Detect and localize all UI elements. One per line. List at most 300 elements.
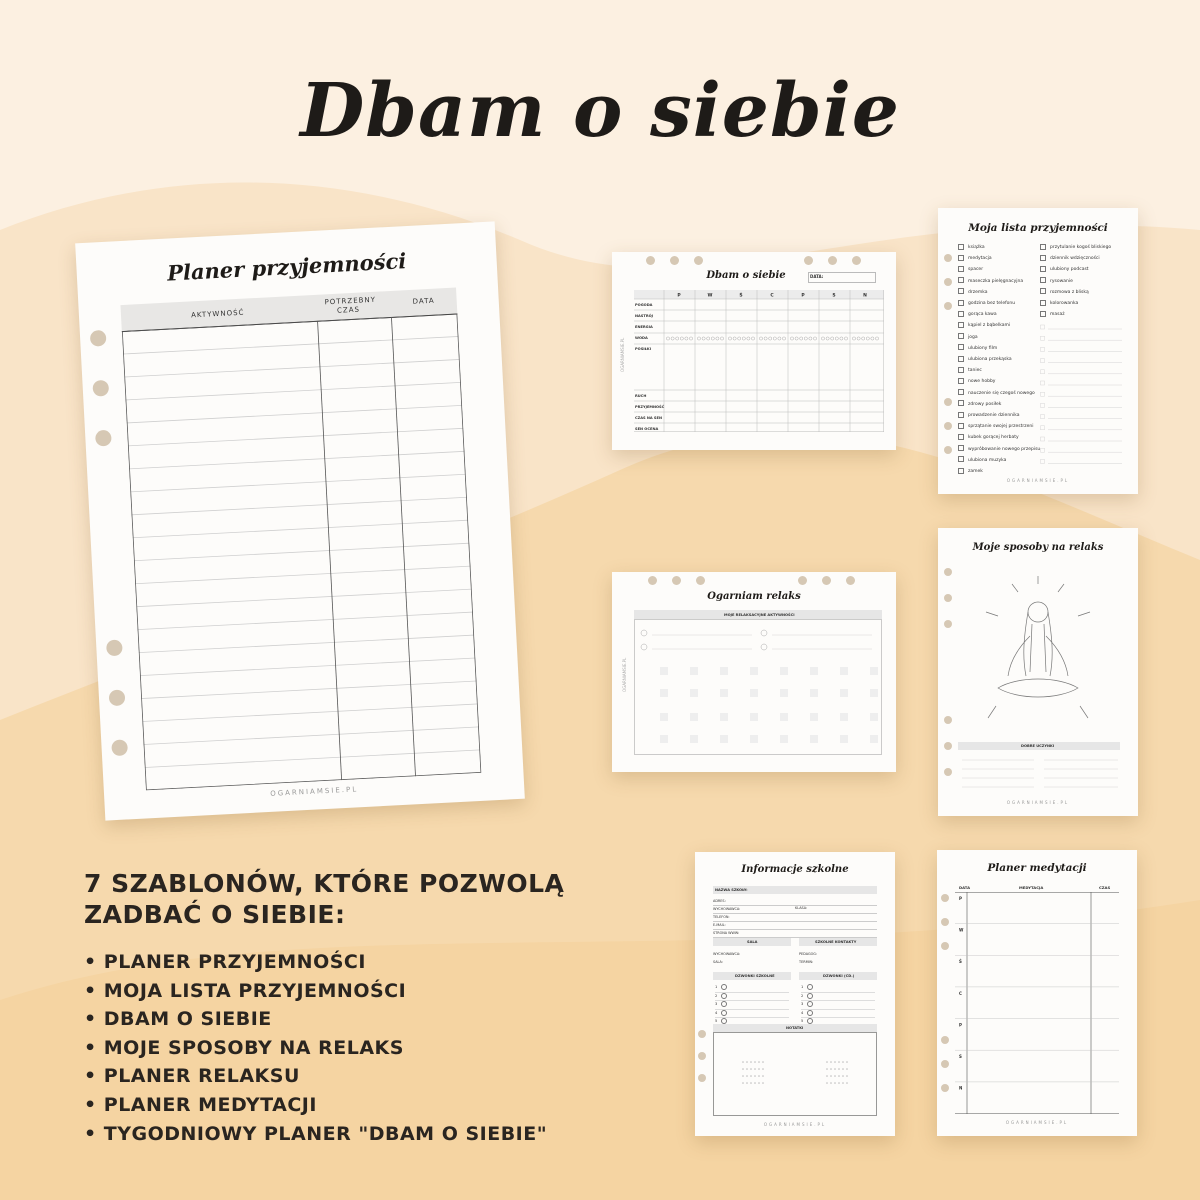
list-item: gorąca kawa [958,309,1040,320]
relax-cell [750,689,758,697]
bell-row [715,1001,789,1010]
school-field: TELEFON: [713,914,877,922]
note-dot [838,1061,840,1063]
day-label: C [959,990,962,996]
list-item: dziennik wdzięczności [1040,253,1111,264]
bell-row [715,984,789,993]
binder-hole [944,568,952,576]
note-dot [830,1068,832,1070]
list-right [1040,242,1111,320]
list-item: medytacja [958,253,1040,264]
date-label: DATA: [810,274,824,279]
relax-cell [810,735,818,743]
binder-hole [648,576,657,585]
template-list-item: • PLANER RELAKSU [84,1062,547,1091]
note-dot [842,1061,844,1063]
template-list-item: • MOJA LISTA PRZYJEMNOŚCI [84,977,547,1006]
column-header-activity: AKTYWNOŚĆ [190,308,245,320]
note-dot [750,1075,752,1077]
page-moja-lista [938,208,1138,494]
bell-number: 5 [801,1019,804,1024]
relax-cell [690,713,698,721]
relax-cell [780,735,788,743]
water-glass [733,337,736,340]
note-dot [846,1075,848,1077]
bell-number: 4 [801,1010,804,1015]
list-item: rozmowa z bliską [1040,287,1111,298]
headline [84,868,564,930]
list-item: książka [958,242,1040,253]
relax-cell [870,735,878,743]
list-item: rysowanie [1040,276,1111,287]
empty-checkbox [1041,347,1045,351]
page-footer: OGARNIAMSIE.PL [1005,1120,1069,1125]
sub-right-1: PEDAGOG: [799,952,818,956]
day-header: P [677,293,681,299]
page-title: Planer medytacji [987,862,1087,874]
note-dot [826,1068,828,1070]
list-item: ulubiona muzyka [958,455,1040,466]
water-glass [862,337,865,340]
clock-icon [721,1010,727,1016]
relax-cell [660,689,668,697]
water-glass [697,337,700,340]
meditation-illustration [978,576,1098,726]
list-item: ulubiony film [958,343,1040,354]
list-item: taniec [958,365,1040,376]
note-dot [750,1082,752,1084]
binder-hole [694,256,703,265]
note-dot [842,1075,844,1077]
empty-checkbox [1041,325,1045,329]
note-dot [762,1068,764,1070]
day-label: N [959,1085,963,1091]
water-glass [826,337,829,340]
note-dot [762,1075,764,1077]
relax-cell [870,689,878,697]
row-label: RUCH [635,394,647,398]
headline-line-2: ZADBAĆ O SIEBIE: [84,900,346,929]
note-dot [758,1075,760,1077]
list-item: sprzątanie swojej przestrzeni [958,421,1040,432]
bell-row [801,1010,875,1019]
binder-hole [944,302,952,310]
binder-hole [828,256,837,265]
water-glass [840,337,843,340]
day-label: S [959,1054,962,1059]
school-name-label: NAZWA SZKOŁY: [715,888,748,892]
note-dot [846,1061,848,1063]
relax-cell [780,667,788,675]
relax-cell [840,689,848,697]
water-glass [676,337,679,340]
binder-hole [941,1084,949,1092]
day-header: S [832,293,836,299]
bell-number: 3 [801,1002,804,1007]
note-dot [742,1061,744,1063]
row-label: NASTRÓJ [635,314,653,318]
relax-grid [634,619,882,755]
date-field [808,272,876,283]
main-title: Dbam o siebie [300,68,900,154]
list-item: kubek gorącej herbaty [958,432,1040,443]
binder-hole [944,278,952,286]
water-glass [707,337,710,340]
template-list-item: • PLANER PRZYJEMNOŚCI [84,948,547,977]
note-dot [746,1082,748,1084]
template-list-item: • MOJE SPOSOBY NA RELAKS [84,1034,547,1063]
binder-hole [944,742,952,750]
note-dot [762,1082,764,1084]
note-dot [754,1082,756,1084]
note-dot [842,1082,844,1084]
page-footer: OGARNIAMSIE.PL [1006,478,1070,483]
note-dot [826,1061,828,1063]
binder-hole [804,256,813,265]
note-dot [750,1068,752,1070]
binder-hole [941,894,949,902]
page-footer: OGARNIAMSIE.PL [763,1122,827,1127]
page-moje-sposoby [938,528,1138,816]
note-dot [834,1075,836,1077]
water-glass [800,337,803,340]
empty-checkbox [1041,336,1045,340]
note-dot [826,1075,828,1077]
bells-left [715,984,789,1027]
day-header: Ś [739,293,743,299]
section-a-label: SALA [747,940,758,944]
relax-cell [750,667,758,675]
binder-hole [944,422,952,430]
note-dot [834,1082,836,1084]
water-glass [773,337,776,340]
binder-hole [672,576,681,585]
binder-hole [941,1036,949,1044]
row-label: ENERGIA [635,325,653,329]
column-header-time: POTRZEBNY [324,295,377,307]
page-informacje-szkolne [695,852,895,1136]
note-dot [758,1061,760,1063]
water-glass [795,337,798,340]
note-dot [846,1068,848,1070]
sub-left-2: SALA: [713,960,723,964]
row-label: POSIŁKI [635,347,652,351]
list-item: ulubiony podcast [1040,264,1111,275]
bell-row [801,1001,875,1010]
note-dot [838,1075,840,1077]
water-glass [844,337,847,340]
relax-cell [840,667,848,675]
school-field: STRONA WWW: [713,930,877,938]
list-item: joga [958,332,1040,343]
bell-row [801,984,875,993]
day-header: C [770,293,774,299]
relax-cell [720,713,728,721]
relax-cell [660,735,668,743]
school-fields [713,898,877,938]
binder-hole [822,576,831,585]
relax-cell [780,713,788,721]
list-item: maseczka pielęgnacyjna [958,276,1040,287]
water-glass [702,337,705,340]
binder-hole [109,689,126,706]
meditation-table [955,892,1119,1114]
good-deeds-lines [958,754,1120,794]
side-label: OGARNIAMSIE.PL [620,337,625,372]
bell-number: 3 [715,1002,718,1007]
list-item: zamek [958,466,1040,477]
bell-number: 2 [715,993,718,998]
bell-number: 1 [715,985,718,989]
notes-label: NOTATKI [786,1026,804,1030]
water-glass [813,337,816,340]
relax-cell [690,735,698,743]
binder-hole [944,768,952,776]
clock-icon [807,1001,813,1007]
empty-checkbox [1041,381,1045,385]
bells-right [801,984,875,1027]
water-glass [866,337,869,340]
note-dot [842,1068,844,1070]
binder-hole [698,1030,706,1038]
note-dot [746,1075,748,1077]
sub-left-1: WYCHOWAWCA: [713,952,741,956]
day-header: W [707,293,713,299]
binder-hole [798,576,807,585]
page-title: Moja lista przyjemności [968,222,1108,234]
binder-hole [944,620,952,628]
empty-checkbox [1041,403,1045,407]
row-label: POGODA [635,303,653,307]
day-label: Ś [959,959,962,965]
template-list [84,948,547,1148]
binder-hole [90,330,107,347]
binder-hole [941,1060,949,1068]
empty-list-lines [1040,324,1124,474]
note-dot [746,1068,748,1070]
note-dot [758,1068,760,1070]
sub-right-2: TERMIN: [799,960,814,964]
page-ogarniam-relaks [612,572,896,772]
bell-row [715,993,789,1002]
list-item: nauczenie się czegoś nowego [958,388,1040,399]
section-c-label: DZWONKI SZKOLNE [735,974,775,978]
water-glass [747,337,750,340]
row-label: CZAS NA SEN [635,416,662,420]
relax-cell [810,713,818,721]
planer-table-grid [122,313,482,790]
list-item: prowadzenie dziennika [958,410,1040,421]
water-glass [764,337,767,340]
list-left [958,242,1040,477]
bell-row [715,1010,789,1019]
empty-checkbox [1041,359,1045,363]
water-glass [857,337,860,340]
school-field: WYCHOWAWCA: [713,906,877,914]
empty-checkbox [1041,415,1045,419]
list-item: ulubiona przekąska [958,354,1040,365]
empty-checkbox [1041,459,1045,463]
water-glass [875,337,878,340]
page-planer-przyjemnosci [75,221,525,820]
page-planer-medytacji [937,850,1137,1136]
water-glass [738,337,741,340]
binder-hole [106,639,123,656]
bell-row [801,993,875,1002]
empty-checkbox [1041,448,1045,452]
water-glass [742,337,745,340]
binder-hole [941,918,949,926]
empty-checkbox [1041,392,1045,396]
water-glass [871,337,874,340]
bell-number: 4 [715,1010,718,1015]
relax-cell [720,667,728,675]
list-item: przytulanie kogoś bliskiego [1040,242,1111,253]
day-header: P [801,293,805,299]
list-item: wypróbowanie nowego przepisu [958,444,1040,455]
water-glass [809,337,812,340]
row-label: WODA [635,336,648,340]
water-glass [835,337,838,340]
relax-cell [840,735,848,743]
note-dot [830,1082,832,1084]
binder-hole [696,576,705,585]
note-dot [750,1061,752,1063]
school-field: ADRES: [713,898,877,906]
relax-cell [870,713,878,721]
binder-hole [852,256,861,265]
empty-checkbox [1041,426,1045,430]
binder-hole [646,256,655,265]
binder-hole [670,256,679,265]
relax-cell [660,713,668,721]
binder-hole [111,739,128,756]
water-glass [689,337,692,340]
binder-hole [941,942,949,950]
day-label: P [959,1022,962,1028]
clock-icon [807,984,813,990]
note-dot [834,1068,836,1070]
water-glass [680,337,683,340]
day-label: P [959,896,962,901]
clock-icon [721,984,727,990]
page-footer: OGARNIAMSIE.PL [1006,800,1070,805]
note-dot [754,1068,756,1070]
good-deeds-label: DOBRE UCZYNKI [1021,744,1055,748]
list-item: masaż [1040,309,1111,320]
bell-number: 5 [715,1019,718,1024]
list-item: spacer [958,264,1040,275]
water-glass [769,337,772,340]
relax-cell [690,667,698,675]
water-glass [782,337,785,340]
list-item: godzina bez telefonu [958,298,1040,309]
binder-hole [944,446,952,454]
template-list-item: • DBAM O SIEBIE [84,1005,547,1034]
relax-cell [810,689,818,697]
list-item: zdrowy posiłek [958,399,1040,410]
note-dot [762,1061,764,1063]
water-glass [790,337,793,340]
water-glass [831,337,834,340]
water-glass [716,337,719,340]
binder-hole [92,380,109,397]
relax-cell [810,667,818,675]
relax-cell [660,667,668,675]
relax-cell [690,689,698,697]
note-dot [830,1061,832,1063]
empty-checkbox [1041,370,1045,374]
binder-hole [95,430,112,447]
note-dot [742,1075,744,1077]
note-dot [826,1082,828,1084]
note-dot [754,1075,756,1077]
note-dot [830,1075,832,1077]
habit-grid [634,290,884,432]
water-glass [751,337,754,340]
bell-number: 1 [801,985,804,989]
list-item: kąpiel z bąbelkami [958,320,1040,331]
relax-cell [840,713,848,721]
clock-icon [721,1001,727,1007]
relax-header-label: MOJE RELAKSACYJNE AKTYWNOŚCI [724,613,795,617]
list-item: drzemka [958,287,1040,298]
day-label: W [959,927,964,933]
relax-cell [720,689,728,697]
row-label: PRZYJEMNOŚĆ [635,405,665,409]
note-dot [758,1082,760,1084]
note-dot [742,1082,744,1084]
note-dot [834,1061,836,1063]
column-header-time: CZAS [1099,885,1111,890]
list-item: nowe hobby [958,376,1040,387]
note-dot [838,1068,840,1070]
class-label: KLASA: [795,906,808,910]
row-label: SEN OCENA [635,427,659,431]
clock-icon [807,993,813,999]
clock-icon [807,1010,813,1016]
binder-hole [944,254,952,262]
relax-cell [720,735,728,743]
template-list-item: • TYGODNIOWY PLANER "DBAM O SIEBIE" [84,1120,547,1149]
page-dbam-o-siebie [612,252,896,450]
day-header: N [863,293,867,299]
note-dot [742,1068,744,1070]
binder-hole [698,1052,706,1060]
water-glass [852,337,855,340]
water-glass [685,337,688,340]
column-header-date: DATA [412,296,435,306]
section-b-label: SZKOLNE KONTAKTY [815,940,857,944]
water-glass [821,337,824,340]
water-glass [671,337,674,340]
note-dot [746,1061,748,1063]
page-title: Moje sposoby na relaks [972,542,1104,553]
water-glass [720,337,723,340]
water-glass [804,337,807,340]
side-label: OGARNIAMSIE.PL [622,657,627,692]
water-glass [666,337,669,340]
clock-icon [721,993,727,999]
page-footer: OGARNIAMSIE.PL [270,785,359,798]
water-glass [778,337,781,340]
binder-hole [944,398,952,406]
bell-number: 2 [801,993,804,998]
relax-cell [750,735,758,743]
note-dot [754,1061,756,1063]
section-d-label: DZWONKI (CD.) [823,974,855,978]
page-title: Dbam o siebie [706,270,786,281]
